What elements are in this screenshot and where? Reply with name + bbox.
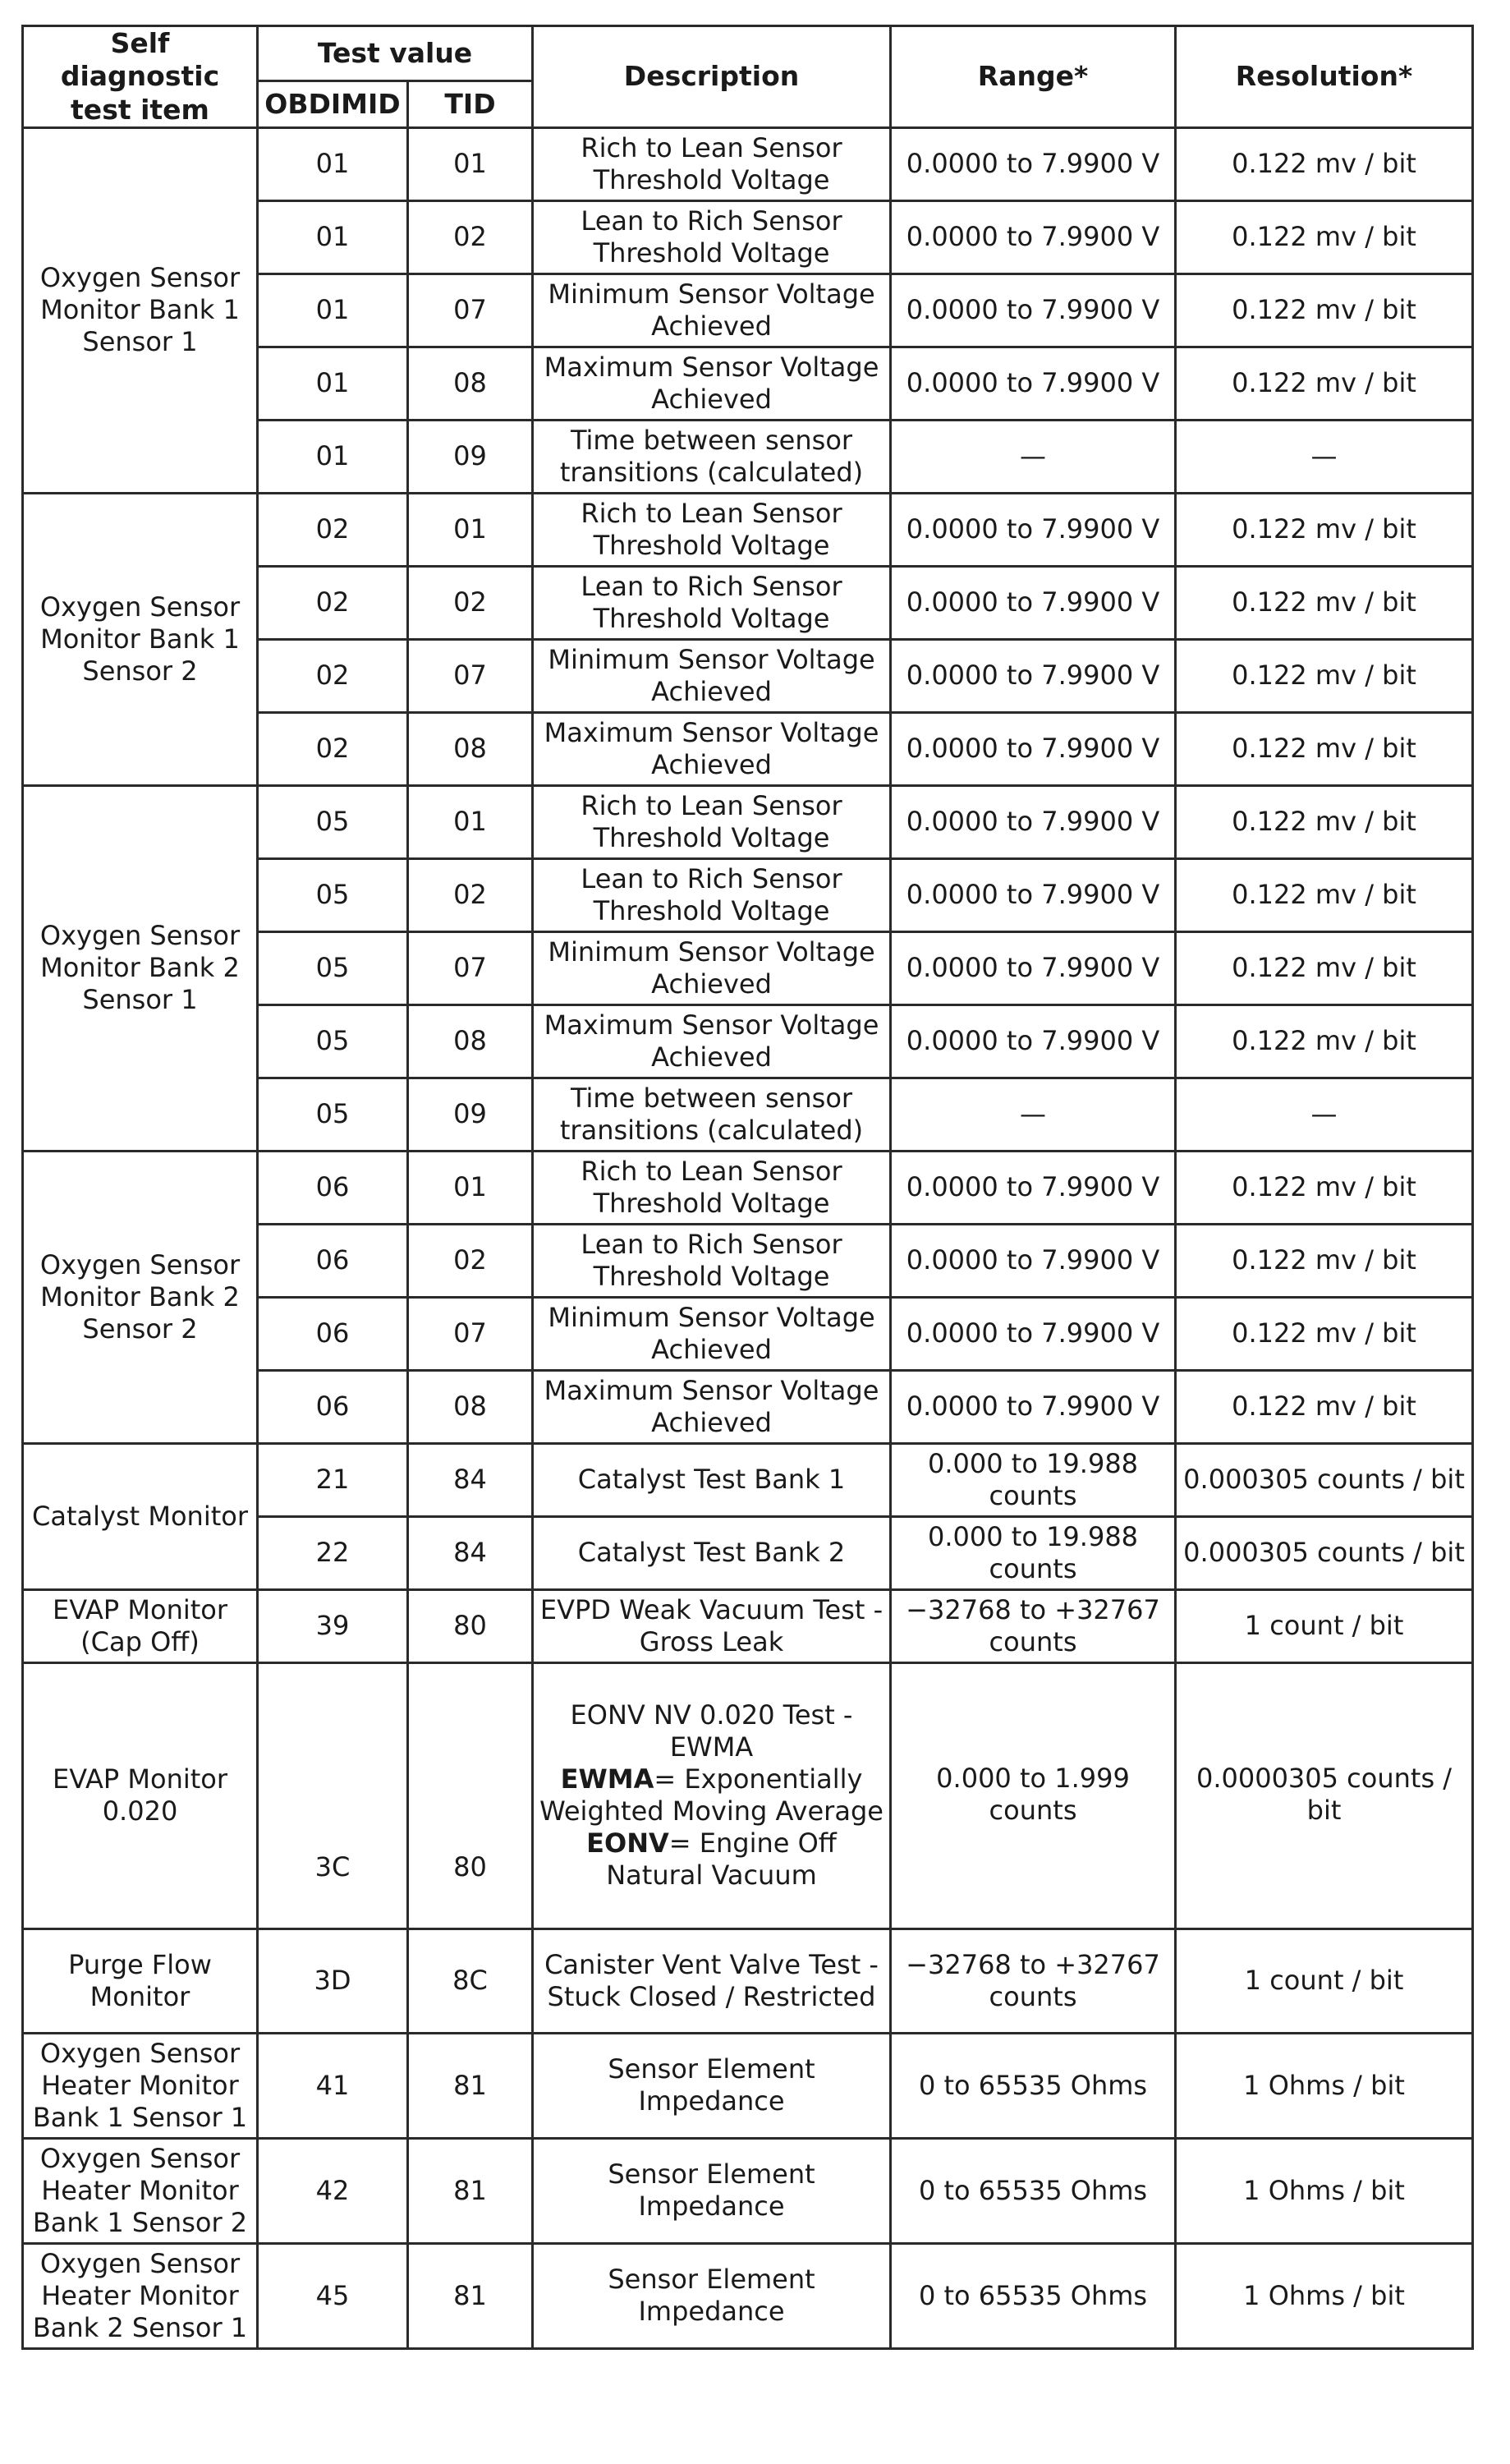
resolution-cell: 1 count / bit	[1176, 1589, 1473, 1662]
tid-cell: 02	[408, 566, 533, 639]
evap-020-tid: 80	[408, 1662, 533, 1928]
tid-cell: 80	[408, 1589, 533, 1662]
header-item: Self diagnostic test item	[23, 26, 258, 128]
header-obdmid: OBDIMID	[258, 81, 408, 128]
table-row	[23, 127, 1473, 200]
description-cell: Minimum Sensor Voltage Achieved	[533, 639, 891, 712]
range-cell: 0.0000 to 7.9900 V	[891, 931, 1176, 1004]
evap-020-item: EVAP Monitor 0.020	[23, 1662, 258, 1928]
resolution-cell: 1 count / bit	[1176, 1928, 1473, 2033]
resolution-cell: 0.122 mv / bit	[1176, 639, 1473, 712]
tid-cell: 08	[408, 1370, 533, 1443]
test-item-cell: Oxygen Sensor Monitor Bank 2 Sensor 2	[23, 1151, 258, 1443]
range-cell: 0.000 to 19.988 counts	[891, 1443, 1176, 1516]
obdmid-cell: 06	[258, 1224, 408, 1297]
evap-020-description	[533, 1662, 891, 1928]
tid-cell: 84	[408, 1516, 533, 1589]
test-item-cell: Oxygen Sensor Heater Monitor Bank 1 Sensor 1	[23, 2033, 258, 2138]
description-cell: Sensor Element Impedance	[533, 2033, 891, 2138]
tid-cell: 81	[408, 2138, 533, 2243]
test-item-cell: Oxygen Sensor Monitor Bank 1 Sensor 2	[23, 493, 258, 785]
obdmid-cell: 05	[258, 858, 408, 931]
range-cell: 0.0000 to 7.9900 V	[891, 274, 1176, 347]
range-cell: 0.0000 to 7.9900 V	[891, 1297, 1176, 1370]
obdmid-cell: 05	[258, 931, 408, 1004]
resolution-cell: 0.000305 counts / bit	[1176, 1516, 1473, 1589]
tid-cell: 02	[408, 200, 533, 274]
eonv-definition: = Engine Off Natural Vacuum	[606, 1827, 837, 1892]
range-cell: 0.0000 to 7.9900 V	[891, 785, 1176, 858]
tid-cell: 84	[408, 1443, 533, 1516]
obdmid-cell: 41	[258, 2033, 408, 2138]
evap-020-desc-line1: EONV NV 0.020 Test - EWMA	[570, 1699, 853, 1763]
evap-020-resolution: 0.0000305 counts / bit	[1176, 1662, 1473, 1928]
obdmid-cell: 02	[258, 712, 408, 785]
description-cell: Catalyst Test Bank 1	[533, 1443, 891, 1516]
tid-cell: 01	[408, 493, 533, 566]
obdmid-cell: 39	[258, 1589, 408, 1662]
header-tid: TID	[408, 81, 533, 128]
table-row	[23, 1928, 1473, 2033]
range-cell: 0.000 to 19.988 counts	[891, 1516, 1176, 1589]
resolution-cell: 0.122 mv / bit	[1176, 566, 1473, 639]
test-item-cell: Purge Flow Monitor	[23, 1928, 258, 2033]
resolution-cell: 0.122 mv / bit	[1176, 347, 1473, 420]
description-cell: Sensor Element Impedance	[533, 2138, 891, 2243]
obdmid-cell: 01	[258, 200, 408, 274]
description-cell: Canister Vent Valve Test - Stuck Closed / Restricted	[533, 1928, 891, 2033]
test-item-cell: Oxygen Sensor Monitor Bank 1 Sensor 1	[23, 127, 258, 493]
obdmid-cell: 06	[258, 1370, 408, 1443]
description-cell: Minimum Sensor Voltage Achieved	[533, 274, 891, 347]
range-cell: 0.0000 to 7.9900 V	[891, 712, 1176, 785]
range-cell: 0 to 65535 Ohms	[891, 2138, 1176, 2243]
obdmid-cell: 01	[258, 274, 408, 347]
test-item-cell: Oxygen Sensor Heater Monitor Bank 2 Sensor 1	[23, 2243, 258, 2348]
resolution-cell: 0.000305 counts / bit	[1176, 1443, 1473, 1516]
range-cell: 0.0000 to 7.9900 V	[891, 1224, 1176, 1297]
obdmid-cell: 45	[258, 2243, 408, 2348]
tid-cell: 01	[408, 127, 533, 200]
obdmid-cell: 01	[258, 347, 408, 420]
tid-cell: 09	[408, 1078, 533, 1151]
table-row	[23, 1589, 1473, 1662]
range-cell: —	[891, 420, 1176, 493]
description-cell: Rich to Lean Sensor Threshold Voltage	[533, 785, 891, 858]
description-cell: Lean to Rich Sensor Threshold Voltage	[533, 200, 891, 274]
table-row	[23, 1151, 1473, 1224]
eonv-term: EONV	[586, 1827, 669, 1859]
tid-cell: 08	[408, 712, 533, 785]
tid-cell: 07	[408, 1297, 533, 1370]
range-cell: 0.0000 to 7.9900 V	[891, 347, 1176, 420]
description-cell: Catalyst Test Bank 2	[533, 1516, 891, 1589]
range-cell: −32768 to +32767 counts	[891, 1589, 1176, 1662]
table-row	[23, 785, 1473, 858]
tid-cell: 81	[408, 2033, 533, 2138]
description-cell: Minimum Sensor Voltage Achieved	[533, 1297, 891, 1370]
obdmid-cell: 01	[258, 127, 408, 200]
obdmid-cell: 06	[258, 1151, 408, 1224]
obdmid-cell: 05	[258, 1078, 408, 1151]
evap-020-range: 0.000 to 1.999 counts	[891, 1662, 1176, 1928]
range-cell: 0.0000 to 7.9900 V	[891, 127, 1176, 200]
obdmid-cell: 05	[258, 785, 408, 858]
resolution-cell: 1 Ohms / bit	[1176, 2243, 1473, 2348]
tid-cell: 08	[408, 347, 533, 420]
obdmid-cell: 21	[258, 1443, 408, 1516]
resolution-cell: 0.122 mv / bit	[1176, 1151, 1473, 1224]
header-test-value: Test value	[258, 26, 533, 81]
tid-cell: 81	[408, 2243, 533, 2348]
tid-cell: 07	[408, 931, 533, 1004]
tid-cell: 01	[408, 1151, 533, 1224]
range-cell: 0 to 65535 Ohms	[891, 2243, 1176, 2348]
table-row	[23, 1443, 1473, 1516]
resolution-cell: 0.122 mv / bit	[1176, 785, 1473, 858]
range-cell: 0.0000 to 7.9900 V	[891, 200, 1176, 274]
tid-cell: 8C	[408, 1928, 533, 2033]
ewma-definition: = Exponentially Weighted Moving Average	[539, 1763, 884, 1827]
table-row	[23, 2138, 1473, 2243]
resolution-cell: 0.122 mv / bit	[1176, 493, 1473, 566]
evap-020-obdmid: 3C	[258, 1662, 408, 1928]
range-cell: —	[891, 1078, 1176, 1151]
description-cell: Maximum Sensor Voltage Achieved	[533, 347, 891, 420]
tid-cell: 07	[408, 274, 533, 347]
header-description: Description	[533, 26, 891, 128]
resolution-cell: 0.122 mv / bit	[1176, 274, 1473, 347]
tid-cell: 09	[408, 420, 533, 493]
description-cell: EVPD Weak Vacuum Test - Gross Leak	[533, 1589, 891, 1662]
table-row	[23, 493, 1473, 566]
obdmid-cell: 01	[258, 420, 408, 493]
ewma-term: EWMA	[560, 1763, 654, 1795]
resolution-cell: 0.122 mv / bit	[1176, 712, 1473, 785]
resolution-cell: 0.122 mv / bit	[1176, 1297, 1473, 1370]
resolution-cell: 0.122 mv / bit	[1176, 1004, 1473, 1078]
range-cell: 0.0000 to 7.9900 V	[891, 639, 1176, 712]
description-cell: Rich to Lean Sensor Threshold Voltage	[533, 127, 891, 200]
obdmid-cell: 42	[258, 2138, 408, 2243]
resolution-cell: 0.122 mv / bit	[1176, 1224, 1473, 1297]
tid-cell: 07	[408, 639, 533, 712]
description-cell: Rich to Lean Sensor Threshold Voltage	[533, 493, 891, 566]
resolution-cell: 1 Ohms / bit	[1176, 2033, 1473, 2138]
obdmid-cell: 02	[258, 566, 408, 639]
range-cell: −32768 to +32767 counts	[891, 1928, 1176, 2033]
range-cell: 0.0000 to 7.9900 V	[891, 566, 1176, 639]
obdmid-cell: 06	[258, 1297, 408, 1370]
obdmid-cell: 3D	[258, 1928, 408, 2033]
resolution-cell: 0.122 mv / bit	[1176, 200, 1473, 274]
resolution-cell: 0.122 mv / bit	[1176, 127, 1473, 200]
range-cell: 0.0000 to 7.9900 V	[891, 858, 1176, 931]
description-cell: Maximum Sensor Voltage Achieved	[533, 1370, 891, 1443]
description-cell: Maximum Sensor Voltage Achieved	[533, 712, 891, 785]
test-item-cell: Oxygen Sensor Monitor Bank 2 Sensor 1	[23, 785, 258, 1151]
table-row	[23, 2243, 1473, 2348]
description-cell: Lean to Rich Sensor Threshold Voltage	[533, 858, 891, 931]
obdmid-cell: 02	[258, 493, 408, 566]
obdmid-cell: 22	[258, 1516, 408, 1589]
resolution-cell: 0.122 mv / bit	[1176, 931, 1473, 1004]
range-cell: 0.0000 to 7.9900 V	[891, 493, 1176, 566]
table-row	[23, 2033, 1473, 2138]
description-cell: Minimum Sensor Voltage Achieved	[533, 931, 891, 1004]
resolution-cell: —	[1176, 1078, 1473, 1151]
description-cell: Lean to Rich Sensor Threshold Voltage	[533, 566, 891, 639]
range-cell: 0.0000 to 7.9900 V	[891, 1151, 1176, 1224]
resolution-cell: 0.122 mv / bit	[1176, 1370, 1473, 1443]
description-cell: Rich to Lean Sensor Threshold Voltage	[533, 1151, 891, 1224]
description-cell: Time between sensor transitions (calculated)	[533, 1078, 891, 1151]
description-cell: Sensor Element Impedance	[533, 2243, 891, 2348]
description-cell: Maximum Sensor Voltage Achieved	[533, 1004, 891, 1078]
resolution-cell: —	[1176, 420, 1473, 493]
tid-cell: 08	[408, 1004, 533, 1078]
resolution-cell: 1 Ohms / bit	[1176, 2138, 1473, 2243]
resolution-cell: 0.122 mv / bit	[1176, 858, 1473, 931]
tid-cell: 02	[408, 858, 533, 931]
header-resolution: Resolution*	[1176, 26, 1473, 128]
tid-cell: 02	[408, 1224, 533, 1297]
test-item-cell: Catalyst Monitor	[23, 1443, 258, 1589]
description-cell: Lean to Rich Sensor Threshold Voltage	[533, 1224, 891, 1297]
range-cell: 0 to 65535 Ohms	[891, 2033, 1176, 2138]
header-range: Range*	[891, 26, 1176, 128]
description-cell: Time between sensor transitions (calculated)	[533, 420, 891, 493]
tid-cell: 01	[408, 785, 533, 858]
obdmid-cell: 05	[258, 1004, 408, 1078]
test-item-cell: Oxygen Sensor Heater Monitor Bank 1 Sensor 2	[23, 2138, 258, 2243]
obdmid-cell: 02	[258, 639, 408, 712]
range-cell: 0.0000 to 7.9900 V	[891, 1004, 1176, 1078]
range-cell: 0.0000 to 7.9900 V	[891, 1370, 1176, 1443]
test-item-cell: EVAP Monitor (Cap Off)	[23, 1589, 258, 1662]
diagnostic-table	[21, 25, 1474, 2350]
